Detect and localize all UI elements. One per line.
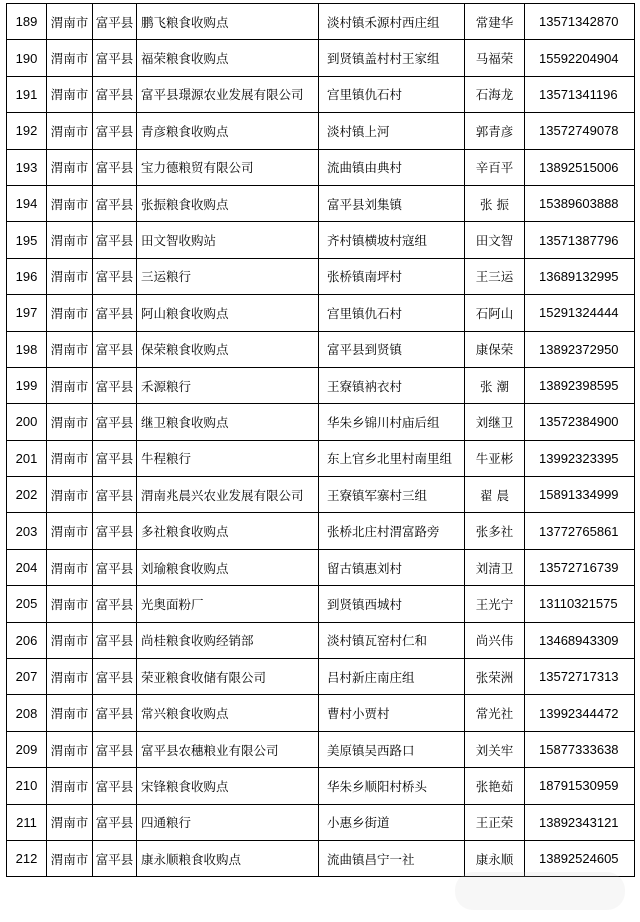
- contact-person-cell: 王三运: [465, 258, 525, 294]
- grain-purchase-table-sheet: [6, 3, 634, 877]
- phone-number-cell: 13110321575: [525, 586, 635, 622]
- phone-number-cell: 13571342870: [525, 4, 635, 40]
- address-cell: 富平县刘集镇: [319, 185, 465, 221]
- table-row: [7, 331, 635, 367]
- phone-number-cell: 13571341196: [525, 76, 635, 112]
- row-number-cell: 202: [7, 477, 47, 513]
- purchase-point-name-cell: 康永顺粮食收购点: [137, 840, 319, 876]
- table-row: [7, 731, 635, 767]
- row-number-cell: 211: [7, 804, 47, 840]
- phone-number-cell: 13572384900: [525, 404, 635, 440]
- table-row: [7, 113, 635, 149]
- phone-number-cell: 13892372950: [525, 331, 635, 367]
- table-row: [7, 659, 635, 695]
- contact-person-cell: 张荣洲: [465, 659, 525, 695]
- contact-person-cell: 张 潮: [465, 367, 525, 403]
- row-number-cell: 207: [7, 659, 47, 695]
- contact-person-cell: 翟 晨: [465, 477, 525, 513]
- phone-number-cell: 13572716739: [525, 549, 635, 585]
- phone-number-cell: 13992323395: [525, 440, 635, 476]
- city-cell: 渭南市: [47, 695, 93, 731]
- phone-number-cell: 15891334999: [525, 477, 635, 513]
- city-cell: 渭南市: [47, 367, 93, 403]
- city-cell: 渭南市: [47, 404, 93, 440]
- city-cell: 渭南市: [47, 586, 93, 622]
- contact-person-cell: 马福荣: [465, 40, 525, 76]
- table-row: [7, 622, 635, 658]
- purchase-point-name-cell: 多社粮食收购点: [137, 513, 319, 549]
- phone-number-cell: 15592204904: [525, 40, 635, 76]
- address-cell: 曹村小贾村: [319, 695, 465, 731]
- county-cell: 富平县: [93, 40, 137, 76]
- county-cell: 富平县: [93, 768, 137, 804]
- row-number-cell: 190: [7, 40, 47, 76]
- address-cell: 留古镇惠刘村: [319, 549, 465, 585]
- county-cell: 富平县: [93, 513, 137, 549]
- phone-number-cell: 13892524605: [525, 840, 635, 876]
- address-cell: 华朱乡顺阳村桥头: [319, 768, 465, 804]
- purchase-point-name-cell: 保荣粮食收购点: [137, 331, 319, 367]
- county-cell: 富平县: [93, 840, 137, 876]
- phone-number-cell: 15291324444: [525, 295, 635, 331]
- phone-number-cell: 13892515006: [525, 149, 635, 185]
- row-number-cell: 206: [7, 622, 47, 658]
- purchase-point-name-cell: 常兴粮食收购点: [137, 695, 319, 731]
- county-cell: 富平县: [93, 404, 137, 440]
- purchase-point-name-cell: 光奥面粉厂: [137, 586, 319, 622]
- city-cell: 渭南市: [47, 4, 93, 40]
- city-cell: 渭南市: [47, 549, 93, 585]
- contact-person-cell: 王正荣: [465, 804, 525, 840]
- purchase-point-name-cell: 禾源粮行: [137, 367, 319, 403]
- table-row: [7, 40, 635, 76]
- address-cell: 齐村镇横坡村寇组: [319, 222, 465, 258]
- purchase-point-name-cell: 刘瑜粮食收购点: [137, 549, 319, 585]
- county-cell: 富平县: [93, 185, 137, 221]
- city-cell: 渭南市: [47, 258, 93, 294]
- row-number-cell: 200: [7, 404, 47, 440]
- address-cell: 王寮镇衲衣村: [319, 367, 465, 403]
- address-cell: 小惠乡街道: [319, 804, 465, 840]
- city-cell: 渭南市: [47, 622, 93, 658]
- phone-number-cell: 13572749078: [525, 113, 635, 149]
- address-cell: 淡村镇上河: [319, 113, 465, 149]
- county-cell: 富平县: [93, 804, 137, 840]
- row-number-cell: 195: [7, 222, 47, 258]
- purchase-point-name-cell: 渭南兆晨兴农业发展有限公司: [137, 477, 319, 513]
- county-cell: 富平县: [93, 295, 137, 331]
- phone-number-cell: 13689132995: [525, 258, 635, 294]
- table-row: [7, 768, 635, 804]
- phone-number-cell: 13571387796: [525, 222, 635, 258]
- county-cell: 富平县: [93, 149, 137, 185]
- contact-person-cell: 张多社: [465, 513, 525, 549]
- county-cell: 富平县: [93, 331, 137, 367]
- table-row: [7, 549, 635, 585]
- contact-person-cell: 尚兴伟: [465, 622, 525, 658]
- county-cell: 富平县: [93, 440, 137, 476]
- contact-person-cell: 石阿山: [465, 295, 525, 331]
- city-cell: 渭南市: [47, 804, 93, 840]
- phone-number-cell: 13992344472: [525, 695, 635, 731]
- row-number-cell: 205: [7, 586, 47, 622]
- row-number-cell: 208: [7, 695, 47, 731]
- table-row: [7, 295, 635, 331]
- table-row: [7, 404, 635, 440]
- table-row: [7, 840, 635, 876]
- row-number-cell: 210: [7, 768, 47, 804]
- row-number-cell: 194: [7, 185, 47, 221]
- county-cell: 富平县: [93, 586, 137, 622]
- contact-person-cell: 石海龙: [465, 76, 525, 112]
- row-number-cell: 193: [7, 149, 47, 185]
- address-cell: 流曲镇由典村: [319, 149, 465, 185]
- address-cell: 东上官乡北里村南里组: [319, 440, 465, 476]
- purchase-point-name-cell: 继卫粮食收购点: [137, 404, 319, 440]
- address-cell: 华朱乡锦川村庙后组: [319, 404, 465, 440]
- table-row: [7, 367, 635, 403]
- table-row: [7, 586, 635, 622]
- row-number-cell: 198: [7, 331, 47, 367]
- contact-person-cell: 张 振: [465, 185, 525, 221]
- city-cell: 渭南市: [47, 185, 93, 221]
- contact-person-cell: 康保荣: [465, 331, 525, 367]
- address-cell: 到贤镇盖村村王家组: [319, 40, 465, 76]
- contact-person-cell: 张艳茹: [465, 768, 525, 804]
- address-cell: 宫里镇仇石村: [319, 76, 465, 112]
- purchase-point-name-cell: 张振粮食收购点: [137, 185, 319, 221]
- row-number-cell: 199: [7, 367, 47, 403]
- city-cell: 渭南市: [47, 477, 93, 513]
- table-row: [7, 513, 635, 549]
- phone-number-cell: 13892343121: [525, 804, 635, 840]
- city-cell: 渭南市: [47, 731, 93, 767]
- address-cell: 富平县到贤镇: [319, 331, 465, 367]
- city-cell: 渭南市: [47, 840, 93, 876]
- city-cell: 渭南市: [47, 768, 93, 804]
- city-cell: 渭南市: [47, 113, 93, 149]
- table-row: [7, 440, 635, 476]
- contact-person-cell: 郭青彦: [465, 113, 525, 149]
- city-cell: 渭南市: [47, 331, 93, 367]
- city-cell: 渭南市: [47, 222, 93, 258]
- row-number-cell: 203: [7, 513, 47, 549]
- row-number-cell: 212: [7, 840, 47, 876]
- city-cell: 渭南市: [47, 513, 93, 549]
- contact-person-cell: 常光社: [465, 695, 525, 731]
- county-cell: 富平县: [93, 76, 137, 112]
- table-row: [7, 258, 635, 294]
- table-row: [7, 804, 635, 840]
- row-number-cell: 197: [7, 295, 47, 331]
- city-cell: 渭南市: [47, 659, 93, 695]
- city-cell: 渭南市: [47, 40, 93, 76]
- purchase-point-name-cell: 宋锋粮食收购点: [137, 768, 319, 804]
- address-cell: 淡村镇禾源村西庄组: [319, 4, 465, 40]
- row-number-cell: 204: [7, 549, 47, 585]
- contact-person-cell: 刘关牢: [465, 731, 525, 767]
- address-cell: 张桥北庄村渭富路旁: [319, 513, 465, 549]
- address-cell: 吕村新庄南庄组: [319, 659, 465, 695]
- watermark-shape: [455, 872, 625, 910]
- row-number-cell: 196: [7, 258, 47, 294]
- purchase-point-name-cell: 牛程粮行: [137, 440, 319, 476]
- county-cell: 富平县: [93, 113, 137, 149]
- contact-person-cell: 辛百平: [465, 149, 525, 185]
- address-cell: 王寮镇军寨村三组: [319, 477, 465, 513]
- contact-person-cell: 刘继卫: [465, 404, 525, 440]
- city-cell: 渭南市: [47, 149, 93, 185]
- purchase-point-name-cell: 福荣粮食收购点: [137, 40, 319, 76]
- table-row: [7, 695, 635, 731]
- phone-number-cell: 13468943309: [525, 622, 635, 658]
- county-cell: 富平县: [93, 622, 137, 658]
- row-number-cell: 191: [7, 76, 47, 112]
- table-row: [7, 76, 635, 112]
- purchase-point-name-cell: 荣亚粮食收储有限公司: [137, 659, 319, 695]
- table-row: [7, 149, 635, 185]
- address-cell: 淡村镇瓦窑村仁和: [319, 622, 465, 658]
- row-number-cell: 201: [7, 440, 47, 476]
- contact-person-cell: 康永顺: [465, 840, 525, 876]
- purchase-point-name-cell: 富平县农穗粮业有限公司: [137, 731, 319, 767]
- purchase-point-name-cell: 宝力德粮贸有限公司: [137, 149, 319, 185]
- contact-person-cell: 常建华: [465, 4, 525, 40]
- purchase-point-name-cell: 田文智收购站: [137, 222, 319, 258]
- phone-number-cell: 18791530959: [525, 768, 635, 804]
- grain-purchase-table: [6, 3, 635, 877]
- table-row: [7, 4, 635, 40]
- city-cell: 渭南市: [47, 76, 93, 112]
- contact-person-cell: 王光宁: [465, 586, 525, 622]
- address-cell: 张桥镇南坪村: [319, 258, 465, 294]
- purchase-point-name-cell: 青彦粮食收购点: [137, 113, 319, 149]
- address-cell: 流曲镇昌宁一社: [319, 840, 465, 876]
- phone-number-cell: 13772765861: [525, 513, 635, 549]
- city-cell: 渭南市: [47, 295, 93, 331]
- watermark: [455, 872, 635, 912]
- county-cell: 富平县: [93, 731, 137, 767]
- purchase-point-name-cell: 尚桂粮食收购经销部: [137, 622, 319, 658]
- county-cell: 富平县: [93, 222, 137, 258]
- phone-number-cell: 15877333638: [525, 731, 635, 767]
- row-number-cell: 189: [7, 4, 47, 40]
- county-cell: 富平县: [93, 4, 137, 40]
- purchase-point-name-cell: 阿山粮食收购点: [137, 295, 319, 331]
- purchase-point-name-cell: 富平县璟源农业发展有限公司: [137, 76, 319, 112]
- address-cell: 宫里镇仇石村: [319, 295, 465, 331]
- county-cell: 富平县: [93, 659, 137, 695]
- table-body: [7, 4, 635, 877]
- table-row: [7, 477, 635, 513]
- purchase-point-name-cell: 鹏飞粮食收购点: [137, 4, 319, 40]
- city-cell: 渭南市: [47, 440, 93, 476]
- phone-number-cell: 15389603888: [525, 185, 635, 221]
- address-cell: 美原镇吴西路口: [319, 731, 465, 767]
- address-cell: 到贤镇西城村: [319, 586, 465, 622]
- county-cell: 富平县: [93, 695, 137, 731]
- purchase-point-name-cell: 四通粮行: [137, 804, 319, 840]
- table-row: [7, 185, 635, 221]
- row-number-cell: 192: [7, 113, 47, 149]
- county-cell: 富平县: [93, 477, 137, 513]
- row-number-cell: 209: [7, 731, 47, 767]
- county-cell: 富平县: [93, 258, 137, 294]
- county-cell: 富平县: [93, 367, 137, 403]
- phone-number-cell: 13572717313: [525, 659, 635, 695]
- contact-person-cell: 田文智: [465, 222, 525, 258]
- contact-person-cell: 刘清卫: [465, 549, 525, 585]
- purchase-point-name-cell: 三运粮行: [137, 258, 319, 294]
- county-cell: 富平县: [93, 549, 137, 585]
- phone-number-cell: 13892398595: [525, 367, 635, 403]
- contact-person-cell: 牛亚彬: [465, 440, 525, 476]
- table-row: [7, 222, 635, 258]
